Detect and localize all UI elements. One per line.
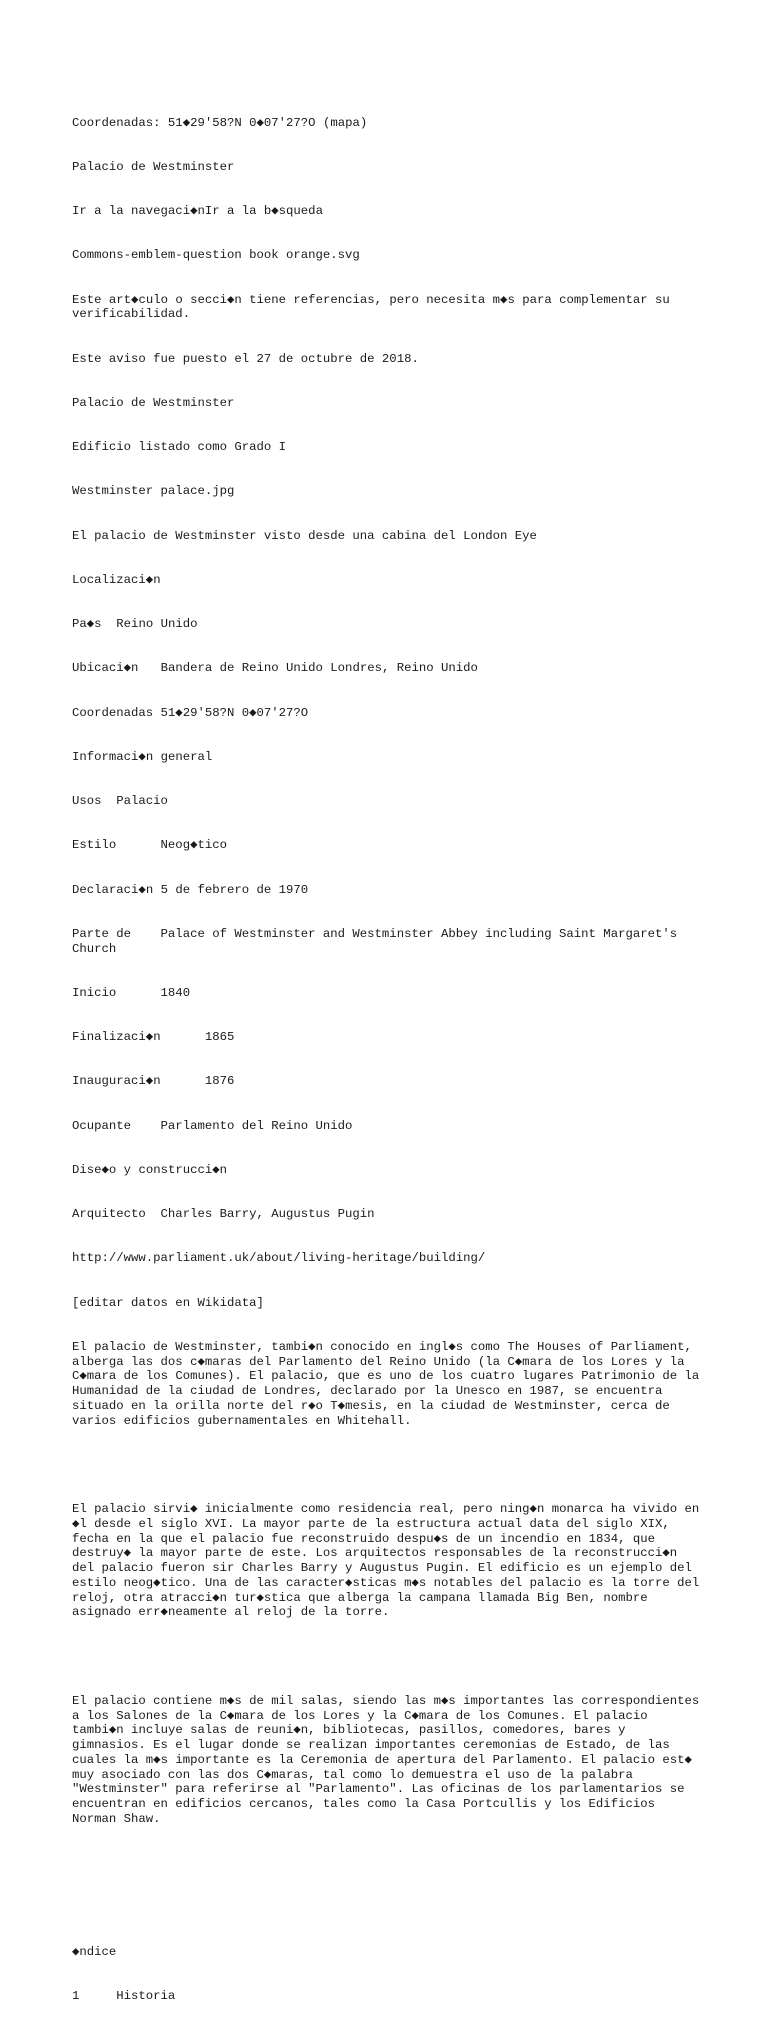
page-title: Palacio de Westminster	[72, 159, 235, 174]
general-info-heading: Informaci◆n general	[72, 749, 213, 764]
uses-row: Usos Palacio	[72, 794, 168, 808]
part-of-row: Parte de Palace of Westminster and Westminster Abbey including Saint Margaret's Church	[72, 926, 685, 956]
start-row: Inicio 1840	[72, 985, 191, 1000]
image-file-name: Westminster palace.jpg	[72, 484, 235, 499]
finish-row: Finalizaci◆n 1865	[72, 1030, 235, 1044]
location-row: Ubicaci◆n Bandera de Reino Unido Londres, Reino Unido	[72, 661, 478, 676]
body-paragraph-1: El palacio de Westminster, tambi◆n conocido en ingl◆s como The Houses of Parliament, alberga las dos c◆maras del Parlamento del Reino Unido (la C◆mara de los Lores y la C◆mara de los Comunes). El palacio, que es uno de los cuatro lugares Patrimonio de la Humanidad de la ciudad de Londres, declarado por la Unesco en 1987, se encuentra situado en la orilla norte del r◆o T◆mesis, en la ciudad de Westminster, cerca de varios edificios gubernamentales en Whitehall.	[72, 1339, 707, 1428]
design-heading: Dise◆o y construcci◆n	[72, 1162, 228, 1177]
document-page	[72, 86, 707, 2018]
body-paragraph-2: El palacio sirvi◆ inicialmente como residencia real, pero ning◆n monarca ha vivido en ◆l desde el siglo XVI. La mayor parte de la estructura actual data del siglo XIX, fecha en la que el palacio fue reconstruido despu◆s de un incendio en 1834, que destruy◆ la mayor parte de este. Los arquitectos responsables de la reconstrucci◆n del palacio fueron sir Charles Barry y Augustus Pugin. El edificio es un ejemplo del estilo neog◆tico. Una de las caracter◆sticas m◆s notables del palacio es la torre del reloj, otra atracci◆n tur◆stica que alberga la campana llamada Big Ben, nombre asignado err◆neamente al reloj de la torre.	[72, 1502, 707, 1620]
coordinates-line: Coordenadas: 51◆29′58?N 0◆07′27?O (mapa)	[72, 115, 368, 130]
image-caption: El palacio de Westminster visto desde una cabina del London Eye	[72, 528, 537, 543]
paragraph-spacer	[72, 1650, 702, 1665]
declaration-row: Declaraci◆n 5 de febrero de 1970	[72, 882, 309, 897]
emblem-file-name: Commons-emblem-question book orange.svg	[72, 248, 360, 263]
navigation-links[interactable]: Ir a la navegaci◆nIr a la b◆squeda	[72, 204, 323, 218]
architect-row: Arquitecto Charles Barry, Augustus Pugin	[72, 1207, 375, 1221]
official-url[interactable]: http://www.parliament.uk/about/living-heritage/building/	[72, 1251, 486, 1266]
paragraph-spacer	[72, 1900, 702, 1915]
paragraph-spacer	[72, 1458, 702, 1473]
country-row: Pa◆s Reino Unido	[72, 617, 198, 631]
inauguration-row: Inauguraci◆n 1876	[72, 1074, 235, 1089]
listed-building-grade: Edificio listado como Grado I	[72, 440, 287, 454]
toc-heading: ◆ndice	[72, 1944, 117, 1959]
toc-item-historia[interactable]: 1 Historia	[72, 1988, 176, 2003]
references-notice: Este art◆culo o secci◆n tiene referencias, pero necesita m◆s para complementar su verificabilidad.	[72, 292, 678, 322]
paragraph-spacer	[72, 1856, 702, 1871]
location-heading: Localizaci◆n	[72, 572, 161, 587]
edit-wikidata-link[interactable]: [editar datos en Wikidata]	[72, 1295, 264, 1310]
coordinates-row: Coordenadas 51◆29′58?N 0◆07′27?O	[72, 705, 309, 720]
infobox-title: Palacio de Westminster	[72, 395, 235, 410]
notice-date: Este aviso fue puesto el 27 de octubre de 2018.	[72, 351, 419, 366]
style-row: Estilo Neog◆tico	[72, 838, 227, 853]
body-paragraph-3: El palacio contiene m◆s de mil salas, siendo las m◆s importantes las correspondientes a los Salones de la C◆mara de los Lores y la C◆mara de los Comunes. El palacio tambi◆n incluye salas de reuni◆n, bibliotecas, pasillos, comedores, bares y gimnasios. Es el lugar donde se realizan importantes ceremonias de Estado, de las cuales la m◆s importante es la Ceremonia de apertura del Parlamento. El palacio est◆ muy asociado con las dos C◆maras, tal como lo demuestra el uso de la palabra "Westminster" para referirse al "Parlamento". Las oficinas de los parlamentarios se encuentran en edificios cercanos, tales como la Casa Portcullis y los Edificios Norman Shaw.	[72, 1693, 707, 1826]
occupant-row: Ocupante Parlamento del Reino Unido	[72, 1118, 353, 1133]
